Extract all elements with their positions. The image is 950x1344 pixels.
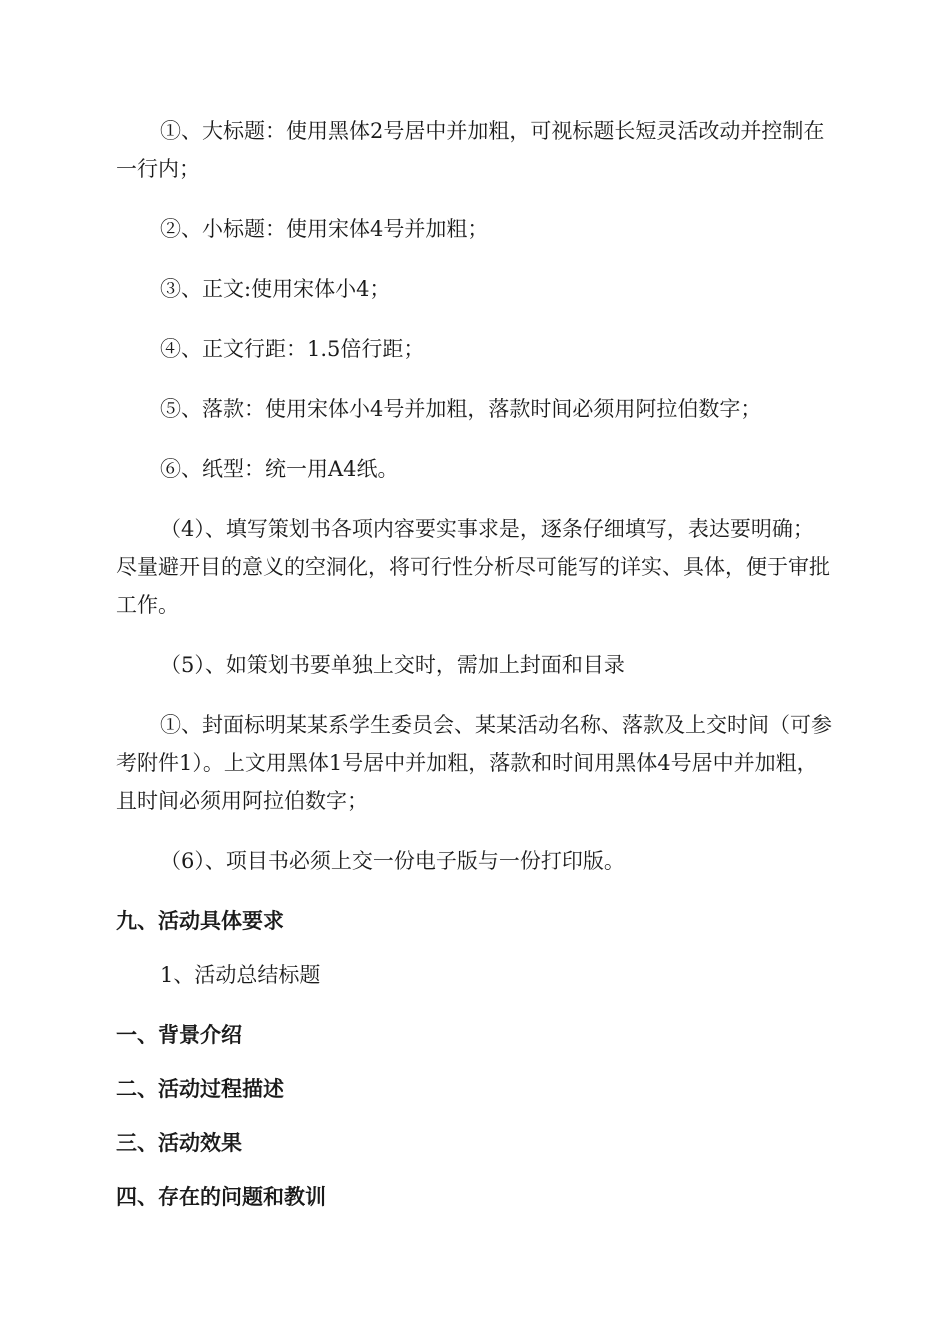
section-heading: 九、活动具体要求 [116,909,284,933]
outline-item: 四、存在的问题和教训 [116,1185,326,1209]
outline-item: 三、活动效果 [116,1131,242,1155]
paragraph-subtitle-format: ②、小标题：使用宋体4号并加粗； [160,217,489,241]
outline-item: 二、活动过程描述 [116,1077,284,1101]
paragraph-title-format: ①、大标题：使用黑体2号居中并加粗，可视标题长短灵活改动并控制在一行内； [116,119,825,181]
paragraph-paper-type: ⑥、纸型：统一用A4纸。 [160,457,399,481]
paragraph-line-spacing: ④、正文行距：1.5倍行距； [160,337,425,361]
paragraph-submission: （6）、项目书必须上交一份电子版与一份打印版。 [160,849,625,873]
paragraph-body-font: ③、正文:使用宋体小4； [160,277,391,301]
document-body [116,112,832,1232]
paragraph-fill-requirements: （4）、填写策划书各项内容要实事求是，逐条仔细填写，表达要明确；尽量避开目的意义的空洞化，将可行性分析尽可能写的详实、具体，便于审批工作。 [116,517,830,617]
paragraph-signature-format: ⑤、落款：使用宋体小4号并加粗，落款时间必须用阿拉伯数字； [160,397,762,421]
subsection-heading: 1、活动总结标题 [160,963,321,987]
outline-item: 一、背景介绍 [116,1023,242,1047]
paragraph-cover-details: ①、封面标明某某系学生委员会、某某活动名称、落款及上交时间（可参考附件1）。上文用黑体1号居中并加粗，落款和时间用黑体4号居中并加粗，且时间必须用阿拉伯数字； [116,713,832,813]
paragraph-cover-and-toc: （5）、如策划书要单独上交时，需加上封面和目录 [160,653,625,677]
